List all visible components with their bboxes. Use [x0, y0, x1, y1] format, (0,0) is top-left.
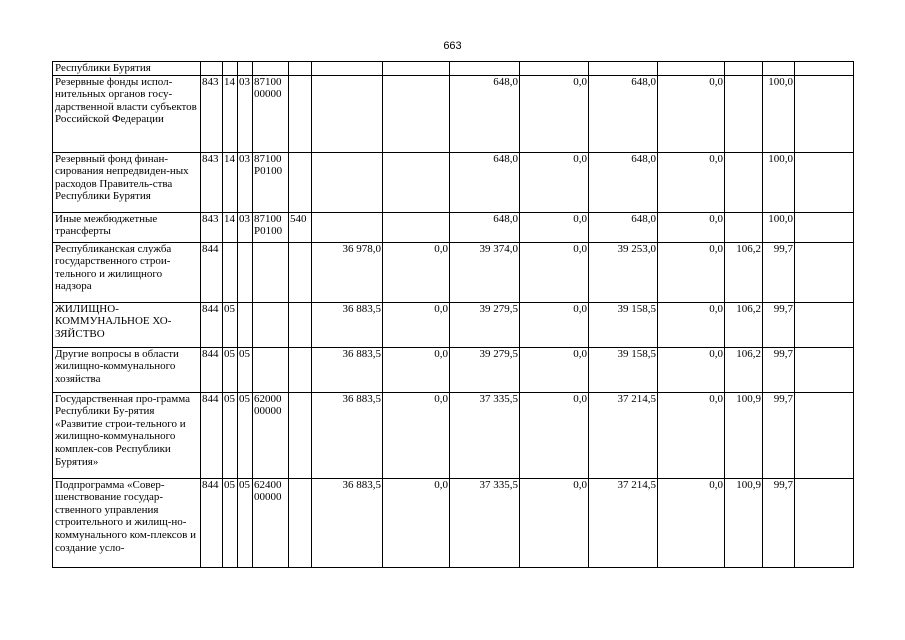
value-cell: 39 158,5 [589, 302, 658, 347]
pr-cell [238, 302, 253, 347]
value-cell: 648,0 [589, 75, 658, 152]
value-cell [450, 62, 520, 76]
value-cell: 100,0 [763, 212, 795, 242]
value-cell: 648,0 [450, 75, 520, 152]
table-row [53, 478, 854, 567]
rz-cell: 05 [223, 302, 238, 347]
pr-cell: 05 [238, 478, 253, 567]
pr-cell: 03 [238, 152, 253, 212]
rz-cell [223, 62, 238, 76]
grbs-cell: 844 [201, 478, 223, 567]
value-cell [589, 62, 658, 76]
value-cell [795, 152, 854, 212]
value-cell: 100,9 [725, 478, 763, 567]
vr-cell [289, 302, 312, 347]
value-cell: 37 214,5 [589, 392, 658, 478]
csr-cell: 62400 00000 [253, 478, 289, 567]
value-cell: 39 374,0 [450, 242, 520, 302]
page-number: 663 [443, 40, 462, 52]
pr-cell [238, 242, 253, 302]
value-cell: 0,0 [658, 242, 725, 302]
value-cell [658, 62, 725, 76]
value-cell [383, 212, 450, 242]
rz-cell: 05 [223, 347, 238, 392]
value-cell [520, 62, 589, 76]
table-row [53, 392, 854, 478]
grbs-cell: 844 [201, 302, 223, 347]
value-cell: 0,0 [658, 75, 725, 152]
grbs-cell: 844 [201, 392, 223, 478]
value-cell [795, 302, 854, 347]
value-cell [795, 212, 854, 242]
value-cell [312, 152, 383, 212]
value-cell: 36 883,5 [312, 347, 383, 392]
value-cell: 37 214,5 [589, 478, 658, 567]
csr-cell: 87100 00000 [253, 75, 289, 152]
vr-cell [289, 242, 312, 302]
value-cell: 99,7 [763, 347, 795, 392]
grbs-cell: 844 [201, 242, 223, 302]
rz-cell [223, 242, 238, 302]
csr-cell [253, 302, 289, 347]
value-cell [795, 62, 854, 76]
value-cell: 39 279,5 [450, 347, 520, 392]
grbs-cell: 843 [201, 152, 223, 212]
value-cell [725, 62, 763, 76]
rz-cell: 14 [223, 212, 238, 242]
rz-cell: 05 [223, 392, 238, 478]
csr-cell: 87100 Р0100 [253, 212, 289, 242]
value-cell: 99,7 [763, 392, 795, 478]
value-cell [383, 152, 450, 212]
vr-cell [289, 347, 312, 392]
value-cell [312, 62, 383, 76]
value-cell: 0,0 [658, 347, 725, 392]
rz-cell: 14 [223, 152, 238, 212]
table-row [53, 75, 854, 152]
value-cell: 0,0 [520, 347, 589, 392]
value-cell: 0,0 [520, 75, 589, 152]
value-cell: 36 883,5 [312, 302, 383, 347]
value-cell [795, 347, 854, 392]
value-cell: 99,7 [763, 302, 795, 347]
value-cell: 0,0 [658, 478, 725, 567]
name-cell: Другие вопросы в области жилищно-коммунального хозяйства [53, 347, 201, 392]
value-cell: 0,0 [658, 212, 725, 242]
value-cell: 0,0 [520, 302, 589, 347]
value-cell: 0,0 [520, 242, 589, 302]
value-cell: 0,0 [520, 212, 589, 242]
vr-cell: 540 [289, 212, 312, 242]
value-cell [763, 62, 795, 76]
name-cell: Государственная про-грамма Республики Бу-рятия «Развитие строи-тельного и жилищно-коммунального комплек-сов Республики Бурятия» [53, 392, 201, 478]
table-row [53, 152, 854, 212]
value-cell: 648,0 [450, 212, 520, 242]
value-cell [312, 212, 383, 242]
table-row [53, 62, 854, 76]
csr-cell: 62000 00000 [253, 392, 289, 478]
value-cell [725, 152, 763, 212]
vr-cell [289, 478, 312, 567]
table-row [53, 302, 854, 347]
pr-cell: 03 [238, 75, 253, 152]
value-cell: 106,2 [725, 242, 763, 302]
value-cell: 36 978,0 [312, 242, 383, 302]
name-cell: Республики Бурятия [53, 62, 201, 76]
value-cell: 37 335,5 [450, 478, 520, 567]
value-cell: 0,0 [383, 392, 450, 478]
value-cell: 36 883,5 [312, 478, 383, 567]
csr-cell: 87100 Р0100 [253, 152, 289, 212]
csr-cell [253, 242, 289, 302]
value-cell [383, 75, 450, 152]
value-cell: 39 158,5 [589, 347, 658, 392]
name-cell: Иные межбюджетные трансферты [53, 212, 201, 242]
name-cell: Республиканская служба государственного строи-тельного и жилищного надзора [53, 242, 201, 302]
rz-cell: 05 [223, 478, 238, 567]
value-cell [725, 75, 763, 152]
value-cell [725, 212, 763, 242]
value-cell: 100,0 [763, 152, 795, 212]
pr-cell: 03 [238, 212, 253, 242]
value-cell: 0,0 [658, 302, 725, 347]
value-cell: 0,0 [520, 152, 589, 212]
rz-cell: 14 [223, 75, 238, 152]
value-cell: 99,7 [763, 478, 795, 567]
value-cell: 106,2 [725, 347, 763, 392]
csr-cell [253, 347, 289, 392]
value-cell: 0,0 [383, 302, 450, 347]
value-cell [795, 75, 854, 152]
value-cell: 0,0 [658, 392, 725, 478]
grbs-cell: 844 [201, 347, 223, 392]
value-cell: 39 253,0 [589, 242, 658, 302]
value-cell: 0,0 [383, 478, 450, 567]
name-cell: ЖИЛИЩНО-КОММУНАЛЬНОЕ ХО-ЗЯЙСТВО [53, 302, 201, 347]
value-cell: 0,0 [383, 347, 450, 392]
value-cell: 36 883,5 [312, 392, 383, 478]
vr-cell [289, 392, 312, 478]
value-cell [795, 242, 854, 302]
value-cell: 0,0 [520, 478, 589, 567]
vr-cell [289, 152, 312, 212]
value-cell [312, 75, 383, 152]
pr-cell [238, 62, 253, 76]
table-row [53, 242, 854, 302]
value-cell: 106,2 [725, 302, 763, 347]
value-cell: 99,7 [763, 242, 795, 302]
value-cell: 100,9 [725, 392, 763, 478]
value-cell [795, 478, 854, 567]
value-cell: 39 279,5 [450, 302, 520, 347]
pr-cell: 05 [238, 392, 253, 478]
value-cell: 648,0 [589, 212, 658, 242]
grbs-cell: 843 [201, 75, 223, 152]
value-cell: 648,0 [450, 152, 520, 212]
grbs-cell: 843 [201, 212, 223, 242]
table-row [53, 347, 854, 392]
csr-cell [253, 62, 289, 76]
value-cell: 0,0 [383, 242, 450, 302]
name-cell: Резервные фонды испол-нительных органов госу-дарственной власти субъектов Российской Федерации [53, 75, 201, 152]
value-cell: 0,0 [520, 392, 589, 478]
pr-cell: 05 [238, 347, 253, 392]
table-row [53, 212, 854, 242]
grbs-cell [201, 62, 223, 76]
value-cell: 100,0 [763, 75, 795, 152]
value-cell [795, 392, 854, 478]
name-cell: Подпрограмма «Совер-шенствование государ-ственного управления строительного и жилищ-но-коммунального ком-плексов и создание усло- [53, 478, 201, 567]
value-cell: 0,0 [658, 152, 725, 212]
vr-cell [289, 75, 312, 152]
vr-cell [289, 62, 312, 76]
name-cell: Резервный фонд финан-сирования непредвиден-ных расходов Правитель-ства Республики Бурятия [53, 152, 201, 212]
value-cell: 648,0 [589, 152, 658, 212]
value-cell [383, 62, 450, 76]
budget-table [52, 61, 854, 568]
value-cell: 37 335,5 [450, 392, 520, 478]
